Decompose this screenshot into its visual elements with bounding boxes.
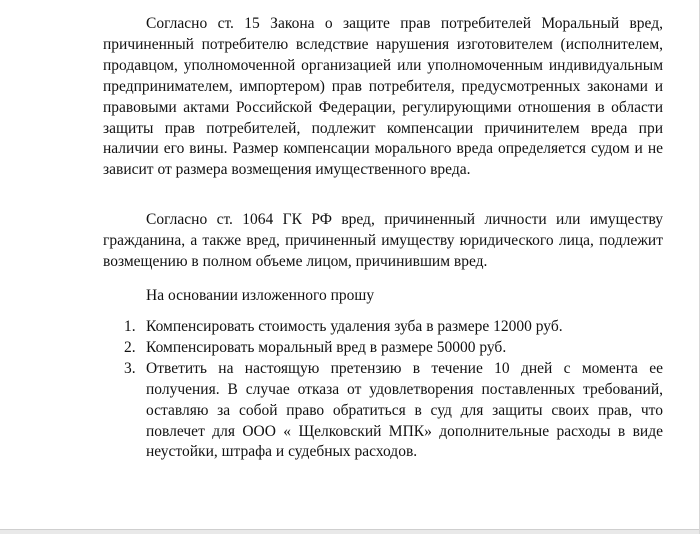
- paragraph-consumer-protection-law: Согласно ст. 15 Закона о защите прав потребителей Моральный вред, причиненный потребителю вследствие нарушения изготовителем (исполнителем, продавцом, уполномоченной организацией или уполномоченным индивидуальным предпринимателем, импортером) прав потребителя, предусмотренных законами и правовыми актами Российской Федерации, регулирующими отношения в области защиты прав потребителей, подлежит компенсации причинителем вреда при наличии его вины. Размер компенсации морального вреда определяется судом и не зависит от размера возмещения имущественного вреда.: [103, 15, 663, 179]
- list-item-number: 1.: [124, 318, 136, 335]
- page-bottom-edge: [0, 529, 699, 534]
- request-intro: На основании изложенного прошу: [146, 287, 375, 304]
- list-item-text: Ответить на настоящую претензию в течение 10 дней с момента ее получения. В случае отказа от удовлетворения поставленных требований, оставляю за собой право обратиться в суд для защиты своих прав, что повлечет для ООО « Щелковский МПК» дополнительные расходы в виде неустойки, штрафа и судебных расходов.: [146, 359, 663, 461]
- list-item-number: 2.: [124, 338, 136, 356]
- list-item: [103, 317, 663, 338]
- list-item: [103, 338, 663, 359]
- list-item-number: 3.: [124, 359, 136, 377]
- paragraph-civil-code-1064: Согласно ст. 1064 ГК РФ вред, причиненный личности или имуществу гражданина, а также вред, причиненный имуществу юридического лица, подлежит возмещению в полном объеме лицом, причинившим вред.: [103, 211, 663, 270]
- list-item-text: Компенсировать стоимость удаления зуба в размере 12000 руб.: [146, 318, 563, 335]
- list-item: [103, 359, 663, 464]
- requests-list: [103, 317, 663, 463]
- list-item-text: Компенсировать моральный вред в размере 50000 руб.: [146, 338, 507, 356]
